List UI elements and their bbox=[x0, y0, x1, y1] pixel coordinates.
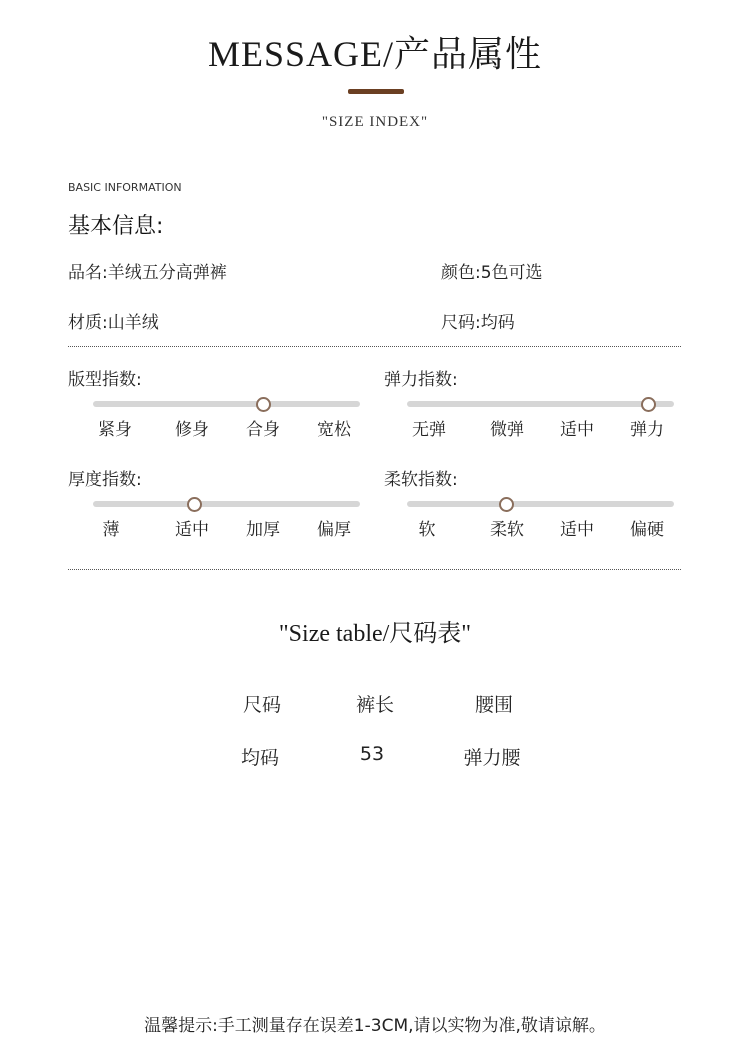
fit-option: 合身 bbox=[246, 420, 280, 440]
fit-option: 宽松 bbox=[317, 420, 351, 440]
fit-option: 修身 bbox=[175, 420, 209, 440]
stretch-option: 微弹 bbox=[490, 420, 524, 440]
thickness-index-knob bbox=[187, 497, 202, 512]
stretch-option: 弹力 bbox=[630, 420, 664, 440]
size-table-header: 腰围 bbox=[474, 694, 513, 716]
softness-option: 柔软 bbox=[490, 520, 524, 540]
basic-info-heading-en: BASIC INFORMATION bbox=[68, 181, 182, 194]
fit-index-track bbox=[93, 401, 360, 407]
softness-index-track bbox=[407, 501, 674, 507]
size-table-cell: 弹力腰 bbox=[463, 747, 521, 769]
product-material: 材质:山羊绒 bbox=[68, 313, 159, 333]
size-table-cell: 均码 bbox=[240, 747, 279, 769]
softness-option: 适中 bbox=[560, 520, 594, 540]
size-table-title: "Size table/尺码表" bbox=[278, 621, 472, 647]
thickness-index-track bbox=[93, 501, 360, 507]
page-title: MESSAGE/产品属性 bbox=[207, 34, 543, 74]
size-table-header: 裤长 bbox=[355, 694, 394, 716]
footer-tip: 温馨提示:手工测量存在误差1-3CM,请以实物为准,敬请谅解。 bbox=[144, 1016, 606, 1036]
stretch-index-track bbox=[407, 401, 674, 407]
stretch-option: 适中 bbox=[560, 420, 594, 440]
divider-bottom bbox=[68, 569, 681, 570]
size-table-header: 尺码 bbox=[242, 694, 281, 716]
thickness-option: 偏厚 bbox=[317, 520, 351, 540]
fit-option: 紧身 bbox=[98, 420, 132, 440]
thickness-option: 加厚 bbox=[246, 520, 280, 540]
thickness-option: 适中 bbox=[175, 520, 209, 540]
fit-index-label: 版型指数: bbox=[68, 370, 142, 390]
thickness-index-label: 厚度指数: bbox=[68, 470, 142, 490]
size-table-cell: 53 bbox=[359, 743, 385, 765]
fit-index-knob bbox=[256, 397, 271, 412]
softness-index-knob bbox=[499, 497, 514, 512]
stretch-index-label: 弹力指数: bbox=[384, 370, 458, 390]
softness-index-label: 柔软指数: bbox=[384, 470, 458, 490]
product-color: 颜色:5色可选 bbox=[441, 263, 543, 283]
product-size: 尺码:均码 bbox=[441, 313, 515, 333]
basic-info-heading-cn: 基本信息: bbox=[68, 214, 164, 239]
product-name: 品名:羊绒五分高弹裤 bbox=[68, 263, 227, 283]
stretch-index-knob bbox=[641, 397, 656, 412]
divider-top bbox=[68, 346, 681, 347]
thickness-option: 薄 bbox=[102, 520, 120, 540]
softness-option: 软 bbox=[418, 520, 436, 540]
title-underline bbox=[348, 89, 404, 94]
stretch-option: 无弹 bbox=[412, 420, 446, 440]
softness-option: 偏硬 bbox=[630, 520, 664, 540]
page-subtitle: "SIZE INDEX" bbox=[321, 114, 429, 130]
